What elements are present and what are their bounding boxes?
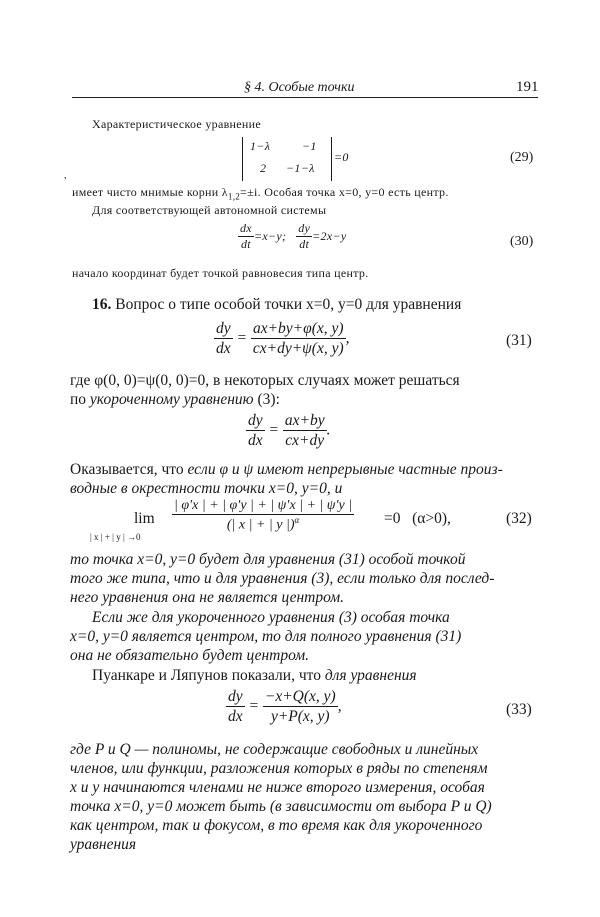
page-number: 191	[516, 79, 539, 95]
det-r2c1: 2	[260, 161, 267, 175]
final-line-2: членов, или функции, разложения которых в ряды по степеням	[70, 760, 488, 777]
then-line-3: него уравнения она не является центром.	[70, 589, 345, 606]
then-line-1: то точка x=0, y=0 будет для уравнения (31) особой точкой	[70, 551, 466, 568]
poincare-line: Пуанкаре и Ляпунов показали, что для уравнения	[92, 667, 417, 684]
eq-number-32: (32)	[506, 510, 532, 527]
eq-number-29: (29)	[510, 150, 534, 165]
section-16-intro	[92, 296, 461, 314]
system-30-rhs1: =x−y;	[253, 229, 287, 244]
short-lhs-den: dx	[248, 432, 263, 450]
roots-line	[72, 185, 449, 201]
det-rhs: =0	[334, 150, 349, 164]
final-line-4: точка x=0, y=0 может быть (в зависимости от выбора P и Q)	[70, 798, 492, 815]
frac-dy-dt: $\frac{dy}{dt}$	[298, 221, 311, 252]
equilibrium-center-line: начало координат будет точкой равновесия типа центр.	[72, 266, 369, 280]
lim-word: lim	[134, 510, 155, 527]
short-equation-intro: по укороченному уравнению (3):	[70, 391, 280, 408]
center-line-1: Если же для укороченного уравнения (3) особая точка	[92, 609, 450, 626]
eq32-den: (| x | + | y |)	[226, 518, 295, 534]
autonomous-system-intro: Для соответствующей автономной системы	[92, 203, 327, 217]
poincare-ital: для уравнения	[324, 667, 417, 684]
short-equation-term: укороченному уравнению	[89, 391, 254, 408]
condition-ital: если φ и ψ имеют непрерывные частные произ-	[187, 461, 503, 478]
section-number: 16.	[92, 296, 112, 313]
frac-dx-dt: $\frac{dx}{dt}$	[240, 221, 252, 252]
condition-line-1: Оказывается, что если φ и ψ имеют непрерывные частные произ-	[70, 461, 503, 478]
system-30	[238, 222, 346, 251]
equation-32	[172, 498, 354, 533]
eq32-rhs: =0 (α>0),	[384, 510, 451, 527]
det-r1c1: 1−λ	[250, 139, 271, 153]
final-line-5: как центром, так и фокусом, в то время как для укороченного	[70, 817, 483, 834]
short-rhs-num: ax+by	[283, 412, 327, 431]
eq-number-33: (33)	[506, 701, 532, 718]
running-header-title: § 4. Особые точки	[244, 80, 355, 95]
eq-number-30: (30)	[510, 234, 534, 249]
final-line-1: где P и Q — полиномы, не содержащие свободных и линейных	[70, 741, 479, 758]
eq31-tail: ,	[345, 329, 350, 347]
eq31-lhs-num: dy	[214, 320, 233, 339]
section-16-text: Вопрос о типе особой точки x=0, y=0 для уравнения	[115, 296, 462, 313]
short-rhs-den: cx+dy	[285, 432, 325, 450]
eq31-rhs-den: cx+dy+ψ(x, y)	[252, 340, 344, 358]
equation-31: $\frac{dy}{dx}$ = $\frac{ax+by+\varphi(x, y)}{cx+dy+\psi(x, y)}$ ,	[216, 320, 350, 358]
system-30-rhs2: =2x−y	[312, 229, 347, 244]
det-r2c2: −1−λ	[286, 161, 315, 175]
phi-psi-line: где φ(0, 0)=ψ(0, 0)=0, в некоторых случаях может решаться	[70, 372, 460, 389]
eq33-rhs-num: −x+Q(x, y)	[263, 688, 338, 707]
eq33-lhs-num: dy	[226, 688, 245, 707]
final-line-3: x и y начинаются членами не ниже второго измерения, особая	[70, 779, 485, 796]
final-line-6: уравнения	[70, 836, 137, 853]
eq32-den-power: α	[294, 515, 300, 526]
eq31-lhs-den: dx	[216, 340, 231, 358]
det-r1c2: −1	[302, 139, 317, 153]
eq32-num: | φ′x | + | φ′y | + | ψ′x | + | ψ′y |	[172, 498, 354, 515]
short-equation: $\frac{dy}{dx}$ = $\frac{ax+by}{cx+dy}$ .	[248, 412, 331, 450]
eq33-rhs-den: y+P(x, y)	[270, 708, 330, 726]
roots-subscript: 1,2	[227, 191, 241, 202]
roots-text-rest: =±i. Особая точка x=0, y=0 есть центр.	[240, 185, 449, 199]
short-tail: .	[326, 421, 331, 439]
center-line-2: x=0, y=0 является центром, то для полного уравнения (31)	[70, 628, 462, 645]
eq33-lhs-den: dx	[228, 708, 243, 726]
char-eq-intro: Характеристическое уравнение	[92, 117, 261, 131]
lim-subscript: | x | + | y | →0	[90, 532, 141, 542]
header-rule	[72, 97, 538, 98]
eq33-tail: ,	[337, 697, 342, 715]
then-line-2: того же типа, что и для уравнения (3), если только для послед-	[70, 570, 495, 587]
roots-text: имеет чисто мнимые корни λ	[72, 185, 228, 199]
eq31-rhs-num: ax+by+φ(x, y)	[251, 320, 346, 339]
eq-number-31: (31)	[506, 332, 532, 349]
equation-33: $\frac{dy}{dx}$ = $\frac{-x+Q(x, y)}{y+P(x, y)}$ ,	[228, 688, 342, 726]
short-lhs-num: dy	[246, 412, 265, 431]
center-line-3: она не обязательно будет центром.	[70, 647, 310, 664]
margin-mark: ,	[64, 170, 67, 181]
condition-line-2: водные в окрестности точки x=0, y=0, и	[70, 480, 343, 497]
